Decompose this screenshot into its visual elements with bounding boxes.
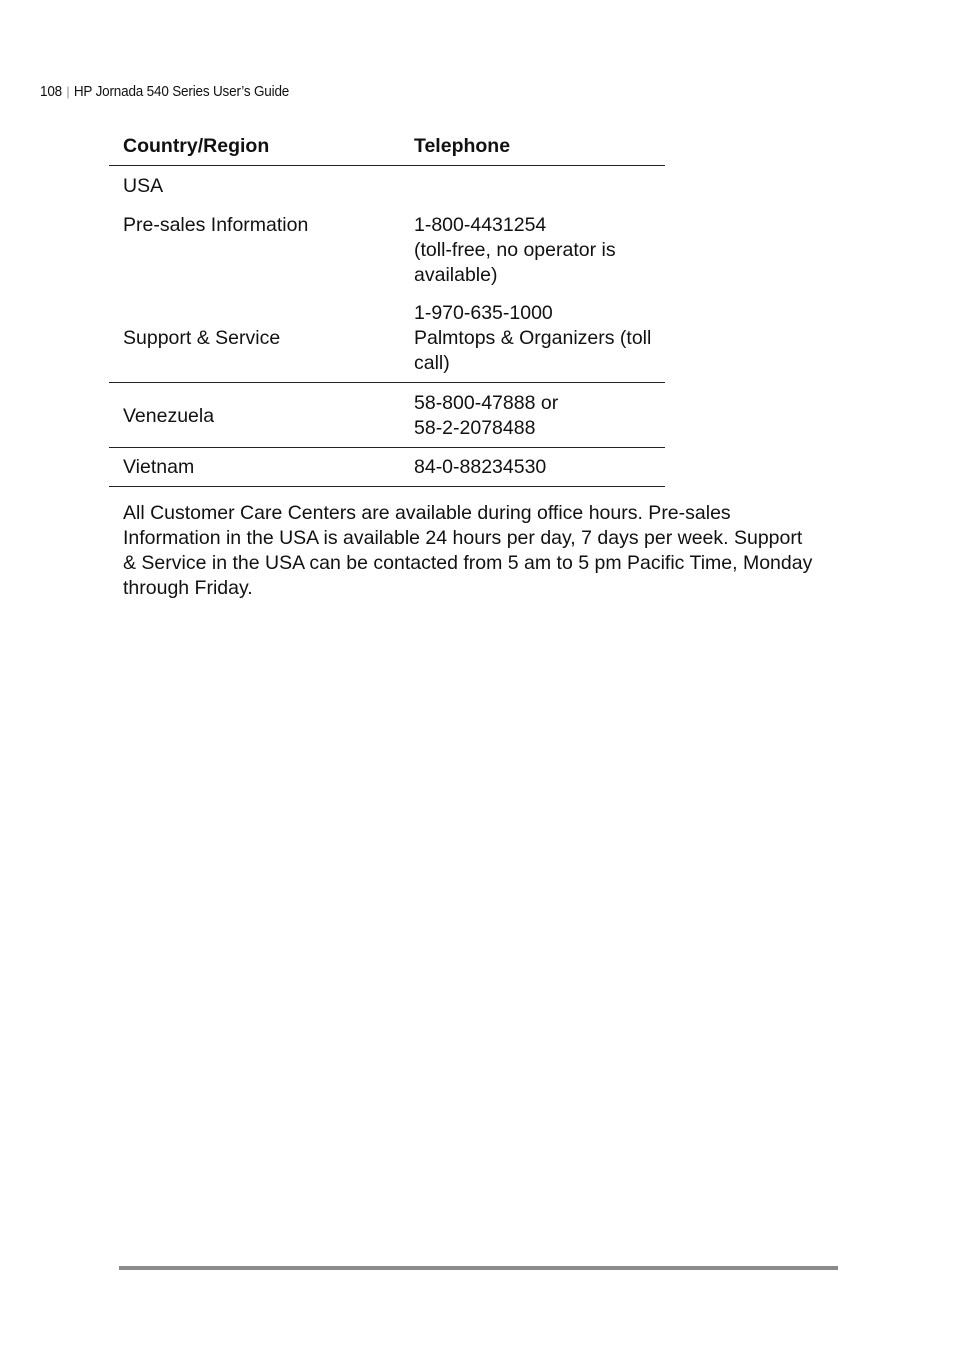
running-header	[40, 83, 289, 100]
phone-cell	[400, 448, 665, 487]
guide-title: HP Jornada 540 Series User’s Guide	[73, 83, 290, 100]
column-header-telephone: Telephone	[414, 135, 511, 157]
table-row	[109, 291, 665, 383]
phone-cell	[400, 166, 665, 205]
table-row	[109, 166, 665, 205]
table-row	[109, 383, 665, 448]
phone-number: 58-2-2078488	[414, 417, 536, 439]
phone-note: (toll-free, no operator is available)	[414, 239, 616, 286]
country-cell: USA	[123, 175, 164, 197]
contact-table	[109, 130, 665, 487]
phone-number: 1-970-635-1000	[414, 302, 553, 324]
country-cell: Support & Service	[123, 327, 281, 349]
phone-note: Palmtops & Organizers (toll call)	[414, 327, 652, 374]
country-cell: Vietnam	[123, 456, 195, 478]
phone-cell	[400, 291, 665, 383]
phone-number: 58-800-47888 or	[414, 392, 559, 414]
phone-cell	[400, 383, 665, 448]
phone-cell	[400, 204, 665, 291]
country-cell: Pre-sales Information	[123, 214, 309, 236]
header-separator: |	[66, 84, 70, 99]
country-cell: Venezuela	[123, 404, 215, 427]
phone-number: 1-800-4431254	[414, 214, 547, 236]
table-row	[109, 204, 665, 291]
table-row	[109, 448, 665, 487]
column-header-country: Country/Region	[123, 135, 270, 157]
table-header-row	[109, 130, 665, 166]
page-number: 108	[40, 83, 62, 100]
phone-number: 84-0-88234530	[414, 456, 547, 478]
availability-note: All Customer Care Centers are available during office hours. Pre-sales Information in the USA is available 24 hours per day, 7 days per week. Support & Service in the USA can be contacted from 5 am to 5 pm Pacific Time, Monday through Friday.	[123, 502, 813, 599]
footer-rule	[119, 1266, 838, 1270]
